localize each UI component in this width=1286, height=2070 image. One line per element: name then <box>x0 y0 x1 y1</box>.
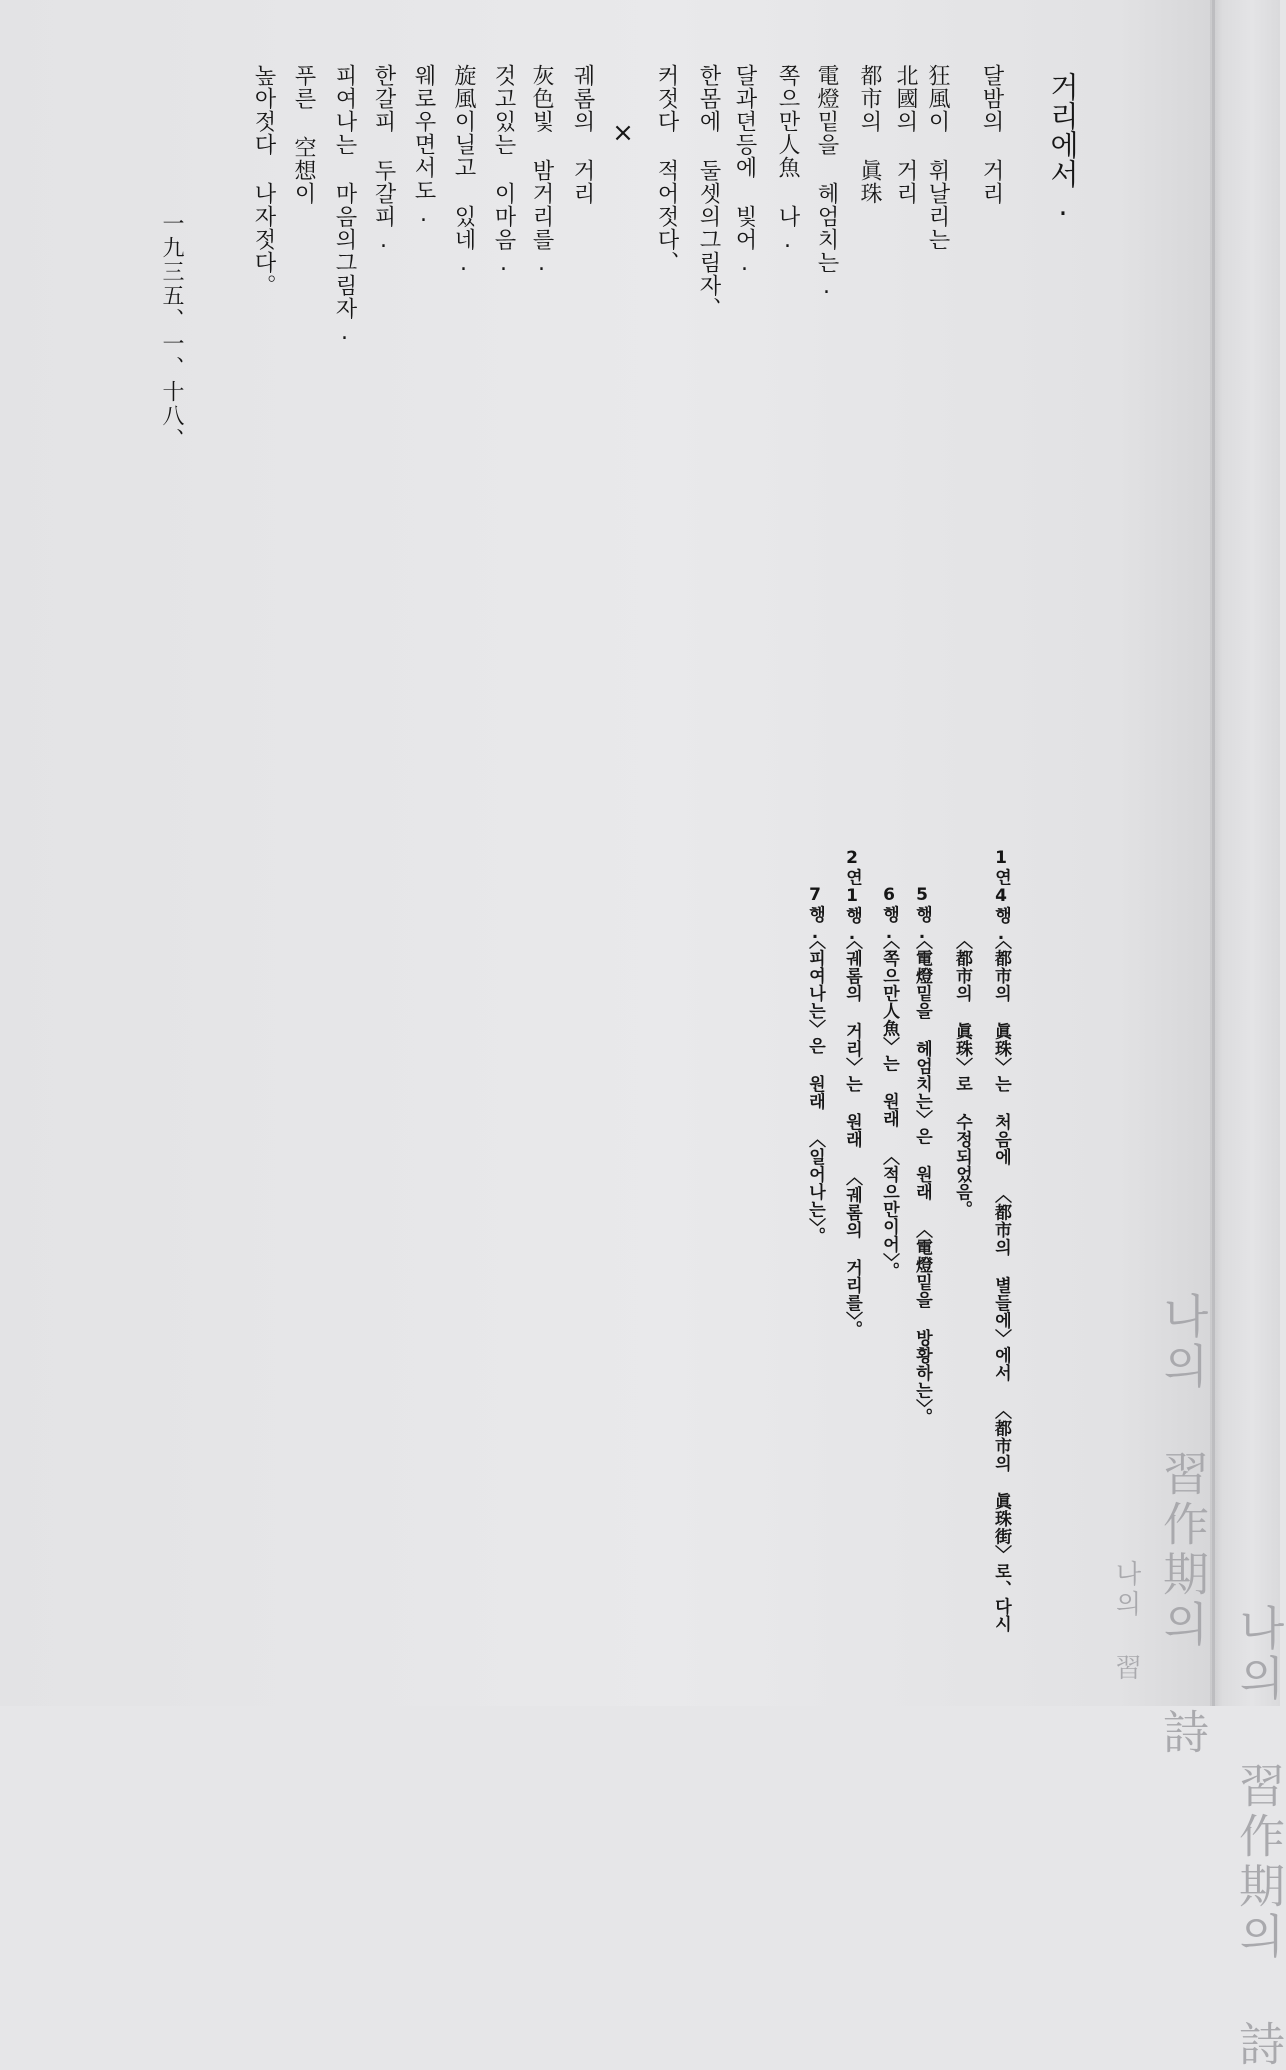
poem-line: 北國의 거리 <box>893 64 918 205</box>
poem-line: 달과뎐등에 빛어. <box>732 64 757 277</box>
poem-line: 쪽으만人魚 나. <box>775 64 800 254</box>
next-page-heading: 나의 習作期의 詩 <box>1156 1292 1210 1758</box>
next-page-edge-text: 나의 習作期의 詩 <box>1232 1604 1286 2070</box>
stanza-separator: × <box>608 118 638 148</box>
note-text: 〈都市의 眞珠〉는 처음에 〈都市의 별들에〉에서 〈都市의 眞珠街〉로、다시 <box>991 932 1011 1633</box>
poem-date: 一九三五、一、十八、 <box>159 212 184 452</box>
note-text: 〈쪽으만人魚〉는 원래 〈적으만이어〉。 <box>879 932 899 1280</box>
poem-line: 것고있는 이마음. <box>491 64 516 277</box>
note-label: 6행. <box>879 885 899 944</box>
poem-line: 灰色빛 밤거리를. <box>529 64 554 277</box>
poem-line: 한갈피 두갈피. <box>371 64 396 254</box>
poem-line: 달밤의 거리 <box>979 64 1004 205</box>
poem-title: 거리에서. <box>1046 72 1080 222</box>
poem-line: 한몸에 둘셋의그림자、 <box>696 64 721 320</box>
note-text: 〈피여나는〉은 원래 〈일어나는〉。 <box>805 932 825 1245</box>
note-label: 1연4행. <box>991 848 1011 945</box>
note-text: 〈電燈밑을 헤엄치는〉은 원래 〈電燈밑을 방황하는〉。 <box>912 932 932 1426</box>
poem-line: 狂風이 휘날리는 <box>925 64 950 251</box>
note-label: 2연1행. <box>842 848 862 945</box>
note-text: 〈궤롬의 거리〉는 원래 〈궤롬의 거리를〉。 <box>842 932 862 1338</box>
note-label: 5행. <box>912 885 932 944</box>
poem-line: 電燈밑을 헤엄치는. <box>814 64 839 300</box>
page-gutter <box>1212 0 1215 1706</box>
poem-line: 높아젓다 나자젓다。 <box>251 64 276 297</box>
poem-line: 커젓다 적어젓다、 <box>654 64 679 274</box>
poem-line: 푸른 空想이 <box>291 64 316 205</box>
poem-line: 都市의 眞珠 <box>857 64 882 205</box>
note-label: 7행. <box>805 885 825 944</box>
poem-line: 旋風이닐고 있네. <box>451 64 476 277</box>
poem-line: 피여나는 마음의그림자. <box>332 64 357 346</box>
poem-line: 웨로우면서도. <box>411 64 436 228</box>
poem-line: 궤롬의 거리 <box>570 64 595 205</box>
note-text: 〈都市의 眞珠〉로 수정되었음。 <box>952 932 972 1218</box>
next-page-small-text: 나의 習 <box>1111 1560 1141 1684</box>
